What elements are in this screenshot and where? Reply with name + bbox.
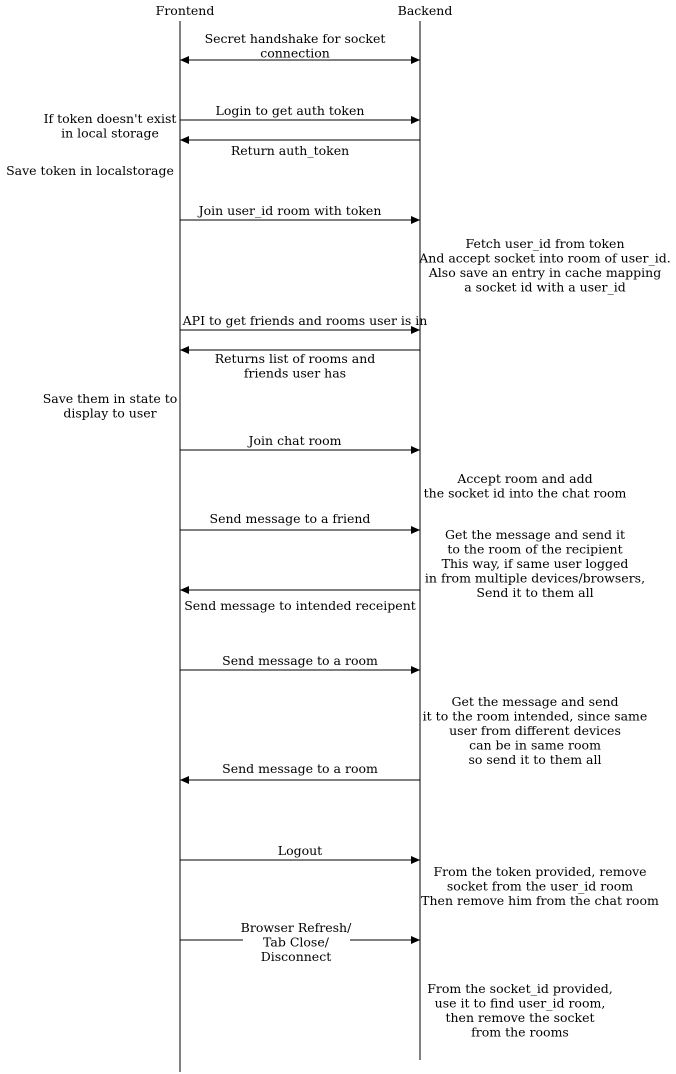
note-disconnect-cleanup-line: From the socket_id provided, (427, 981, 613, 996)
message-join-chat-room (180, 433, 420, 454)
message-label (278, 843, 322, 858)
note-route-room-line: Get the message and send (451, 694, 619, 709)
message-label-line: Send message to a room (222, 761, 378, 776)
note-no-token-line: in local storage (61, 125, 159, 141)
message-label (197, 203, 382, 218)
message-label (241, 920, 352, 964)
message-login (180, 103, 420, 124)
note-accept-room (424, 471, 627, 501)
message-label (216, 103, 365, 118)
message-label-line: Login to get auth token (215, 103, 365, 118)
note-accept-room-line: the socket id into the chat room (423, 485, 627, 501)
note-save-state-line: Save them in state to (42, 391, 178, 406)
note-disconnect-cleanup-line: from the rooms (471, 1024, 569, 1040)
message-label (210, 511, 371, 526)
message-label-line: friends user has (243, 365, 347, 381)
message-label-line: API to get friends and rooms user is in (182, 313, 428, 328)
note-save-token (6, 163, 174, 178)
note-accept-room-line: Accept room and add (457, 471, 593, 486)
message-label (215, 351, 376, 381)
arrowhead-left (180, 346, 189, 354)
note-save-state (43, 391, 178, 421)
arrowhead-right (411, 526, 420, 534)
message-return-token (180, 136, 420, 158)
note-route-room-line: so send it to them all (468, 752, 602, 767)
message-label-line: Return auth_token (230, 143, 350, 158)
note-route-friend-line: to the room of the recipient (447, 541, 623, 557)
note-route-friend (425, 527, 645, 600)
note-disconnect-cleanup-line: then remove the socket (445, 1010, 595, 1025)
message-label (182, 313, 428, 328)
note-disconnect-cleanup (427, 981, 613, 1040)
note-logout-cleanup-line: Then remove him from the chat room (421, 893, 659, 908)
message-label-line: Send message to a friend (209, 511, 371, 526)
message-label-line: Send message to a room (222, 653, 378, 668)
message-label-line: Join chat room (248, 433, 342, 448)
note-fetch-user-line: And accept socket into room of user_id. (419, 250, 671, 266)
note-route-friend-line: This way, if same user logged (441, 556, 629, 571)
arrowhead-right (411, 856, 420, 864)
message-label-line: Secret handshake for socket (204, 31, 386, 46)
message-label-line: Returns list of rooms and (214, 351, 376, 366)
message-label-line: connection (260, 45, 330, 61)
messages-layer (180, 31, 427, 964)
message-label (247, 433, 342, 448)
message-deliver-to-recipient (180, 586, 420, 613)
arrowhead-right (411, 56, 420, 64)
message-logout (180, 843, 420, 864)
arrowhead-left (180, 586, 189, 594)
message-join-user-room (180, 203, 420, 224)
message-return-rooms (180, 346, 420, 381)
arrowhead-left (180, 56, 189, 64)
arrowhead-right (411, 116, 420, 124)
message-disconnect (180, 920, 420, 964)
message-label-line: Disconnect (260, 949, 332, 964)
message-label (222, 761, 378, 776)
note-save-token-line: Save token in localstorage (6, 163, 174, 178)
arrowhead-left (180, 776, 189, 784)
note-route-room-line: user from different devices (449, 723, 621, 738)
note-route-room (423, 694, 648, 767)
note-fetch-user-line: Fetch user_id from token (465, 236, 625, 251)
message-get-friends-rooms (180, 313, 427, 334)
message-label-line: Logout (277, 843, 323, 858)
note-disconnect-cleanup-line: use it to find user_id room, (434, 995, 606, 1011)
arrowhead-right (411, 666, 420, 674)
note-logout-cleanup-line: socket from the user_id room (446, 878, 634, 894)
message-handshake (180, 31, 420, 64)
message-label-line: Join user_id room with token (198, 203, 382, 218)
note-fetch-user-line: Also save an entry in cache mapping (428, 265, 662, 280)
note-route-friend-line: Send it to them all (476, 585, 594, 600)
message-send-to-room (180, 653, 420, 674)
message-label-line: Tab Close/ (263, 934, 329, 950)
note-route-friend-line: in from multiple devices/browsers, (424, 570, 646, 586)
arrowhead-right (411, 936, 420, 944)
message-label (222, 653, 378, 668)
note-fetch-user (418, 236, 670, 295)
note-route-friend-line: Get the message and send it (444, 527, 626, 542)
message-send-to-friend (180, 511, 420, 534)
arrowhead-right (411, 216, 420, 224)
arrowhead-right (411, 446, 420, 454)
message-label (205, 31, 386, 61)
message-label (184, 598, 416, 613)
message-label (231, 143, 349, 158)
note-route-room-line: can be in same room (469, 737, 601, 753)
note-save-state-line: display to user (63, 405, 157, 421)
note-fetch-user-line: a socket id with a user_id (464, 279, 626, 295)
message-deliver-to-room (180, 761, 420, 784)
message-label-line: Browser Refresh/ (240, 920, 352, 935)
message-label-line: Send message to intended receipent (184, 598, 416, 613)
note-no-token-line: If token doesn't exist (43, 111, 177, 126)
arrowhead-left (180, 136, 189, 144)
notes-layer (6, 111, 671, 1040)
participant-frontend: Frontend (155, 3, 215, 18)
note-route-room-line: it to the room intended, since same (422, 708, 648, 724)
note-logout-cleanup (421, 864, 659, 908)
participant-backend: Backend (397, 3, 453, 18)
note-logout-cleanup-line: From the token provided, remove (433, 864, 647, 879)
note-no-token (44, 111, 177, 141)
